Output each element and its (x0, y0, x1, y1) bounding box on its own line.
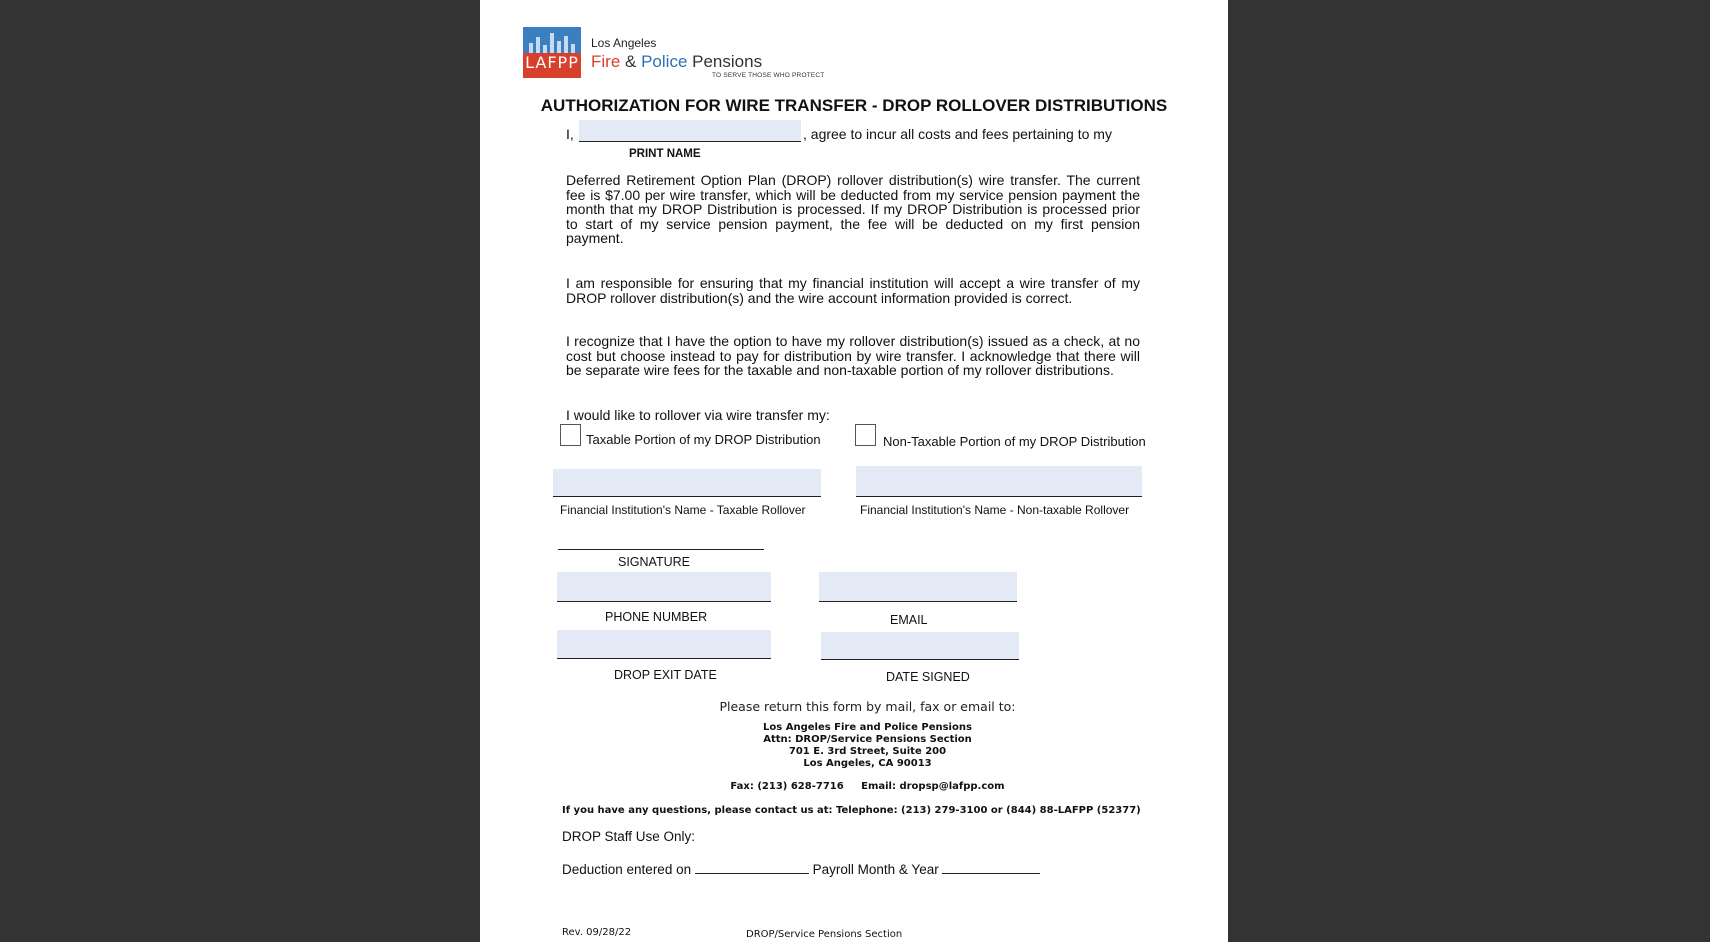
questions-contact: If you have any questions, please contact us at: Telephone: (213) 279-3100 or (844) 88-LAFPP (52377) (562, 805, 1141, 816)
deduction-date-blank[interactable] (695, 873, 809, 874)
responsibility-paragraph: I am responsible for ensuring that my financial institution will accept a wire transfer of my DROP rollover distribution(s) and the wire account information provided is correct. (566, 275, 1140, 306)
org-city: Los Angeles (591, 36, 657, 50)
fee-paragraph: Deferred Retirement Option Plan (DROP) rollover distribution(s) wire transfer. The current fee is $7.00 per wire transfer, which will be deducted from my service pension payment the month that my DROP Distribution is processed. If my DROP Distribution is processed prior to start of my service pension payment, the fee will be deducted on my first pension payment. (566, 172, 1140, 247)
fi-taxable-field[interactable] (553, 469, 821, 497)
phone-field[interactable] (557, 572, 771, 602)
signature-line[interactable] (558, 549, 764, 550)
mailing-address (480, 722, 1228, 770)
address-line: Los Angeles, CA 90013 (803, 758, 932, 769)
fi-taxable-label: Financial Institution's Name - Taxable Rollover (560, 503, 806, 517)
date-signed-label: DATE SIGNED (886, 670, 970, 684)
date-signed-field[interactable] (821, 632, 1019, 660)
drop-exit-date-field[interactable] (557, 630, 771, 659)
rollover-prompt: I would like to rollover via wire transfer my: (566, 407, 830, 423)
fax-email-line (480, 781, 1228, 792)
staff-deduction-row: Deduction entered on Payroll Month & Year (562, 862, 1040, 877)
lafpp-logo: LAFPP (523, 27, 581, 78)
fi-nontaxable-field[interactable] (856, 466, 1142, 497)
org-tagline: TO SERVE THOSE WHO PROTECT (712, 72, 825, 79)
footer-section: DROP/Service Pensions Section (746, 929, 903, 940)
nontaxable-checkbox-label: Non-Taxable Portion of my DROP Distribution (883, 434, 1146, 449)
phone-label: PHONE NUMBER (605, 610, 708, 624)
acknowledgement-paragraph: I recognize that I have the option to have my rollover distribution(s) issued as a check, at no cost but choose instead to pay for distribution by wire transfer. I acknowledge that there will be separate wire fees for the taxable and non-taxable portion of my rollover distributions. (566, 333, 1140, 379)
taxable-checkbox[interactable] (560, 424, 581, 446)
print-name-field[interactable] (579, 120, 801, 142)
address-line: Los Angeles Fire and Police Pensions (763, 722, 972, 733)
address-line: 701 E. 3rd Street, Suite 200 (788, 746, 947, 757)
email-field[interactable] (819, 572, 1017, 602)
nontaxable-checkbox[interactable] (855, 424, 876, 446)
intro-prefix: I, (566, 126, 574, 142)
fax-number: Fax: (213) 628-7716 (730, 781, 844, 792)
form-page (480, 0, 1228, 942)
payroll-month-blank[interactable] (942, 873, 1040, 874)
form-title: AUTHORIZATION FOR WIRE TRANSFER - DROP ROLLOVER DISTRIBUTIONS (540, 96, 1168, 115)
email-address: Email: dropsp@lafpp.com (861, 781, 1005, 792)
address-line: Attn: DROP/Service Pensions Section (763, 734, 972, 745)
org-name: Fire & Police Pensions (591, 52, 763, 71)
return-heading: Please return this form by mail, fax or email to: (719, 699, 1016, 714)
email-label: EMAIL (890, 613, 928, 627)
fi-nontaxable-label: Financial Institution's Name - Non-taxable Rollover (860, 503, 1130, 517)
staff-use-heading: DROP Staff Use Only: (562, 829, 696, 844)
revision-date: Rev. 09/28/22 (562, 927, 632, 938)
signature-label: SIGNATURE (618, 555, 690, 569)
intro-suffix: , agree to incur all costs and fees pertaining to my (803, 126, 1112, 142)
taxable-checkbox-label: Taxable Portion of my DROP Distribution (586, 432, 821, 447)
drop-exit-date-label: DROP EXIT DATE (614, 668, 717, 682)
print-name-label: PRINT NAME (629, 148, 701, 160)
